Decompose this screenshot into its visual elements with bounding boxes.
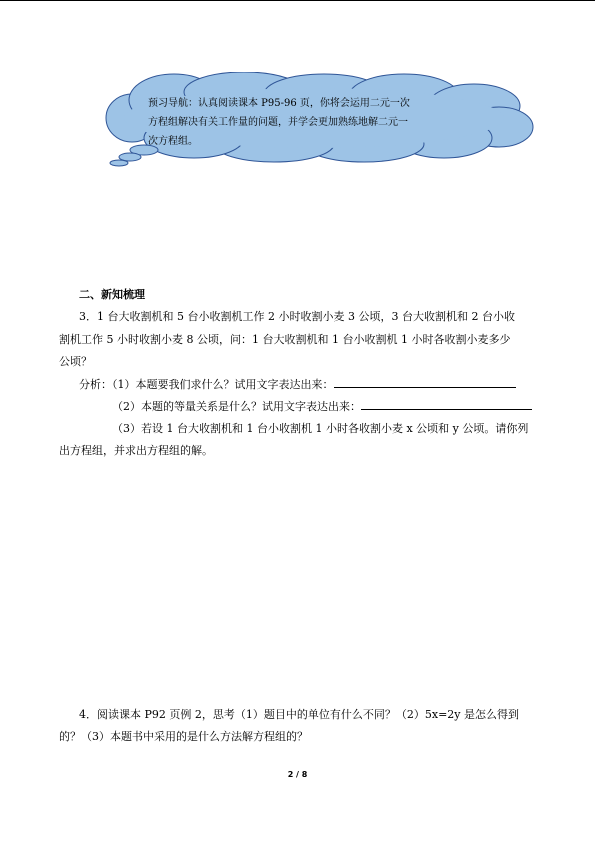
q3-line-2: 割机工作 5 小时收割小麦 8 公顷，问：1 台大收割机和 1 台小收割机 1 小时各收割小麦多少 [59, 333, 511, 346]
q4-line-2: 的？（3）本题书中采用的是什么方法解方程组的？ [59, 730, 308, 743]
answer-blank-2[interactable] [361, 398, 532, 410]
preview-text [148, 94, 438, 151]
q4-line-1: 4．阅读课本 P92 页例 2，思考（1）题目中的单位有什么不同？（2）5x=2y 是怎么得到 [79, 708, 520, 721]
section-title: 二、新知梳理 [79, 288, 145, 301]
analysis-1 [79, 376, 516, 392]
page-number: 2 / 8 [287, 770, 308, 779]
answer-blank-1[interactable] [334, 376, 516, 388]
analysis-2-text: （2）本题的等量关系是什么？试用文字表达出来： [112, 400, 361, 413]
q3-line-1: 3．1 台大收割机和 5 台小收割机工作 2 小时收割小麦 3 公顷，3 台大收割机和 2 台小收 [79, 310, 515, 323]
preview-line-1: 预习导航：认真阅读课本 P95-96 页，你将会运用二元一次 [148, 98, 410, 109]
analysis-3a: （3）若设 1 台大收割机和 1 台小收割机 1 小时各收割小麦 x 公顷和 y 公顷。请你列 [112, 422, 529, 435]
analysis-3b: 出方程组，并求出方程组的解。 [59, 444, 213, 457]
analysis-1-text: 分析：（1）本题要我们求什么？试用文字表达出来： [79, 378, 334, 391]
preview-cloud-callout [104, 72, 534, 172]
analysis-2 [112, 398, 532, 414]
top-rule [0, 0, 595, 1]
preview-line-3: 次方程组。 [148, 136, 198, 147]
preview-line-2: 方程组解决有关工作量的问题，并学会更加熟练地解二元一 [148, 117, 408, 128]
q3-line-3: 公顷？ [59, 355, 92, 368]
